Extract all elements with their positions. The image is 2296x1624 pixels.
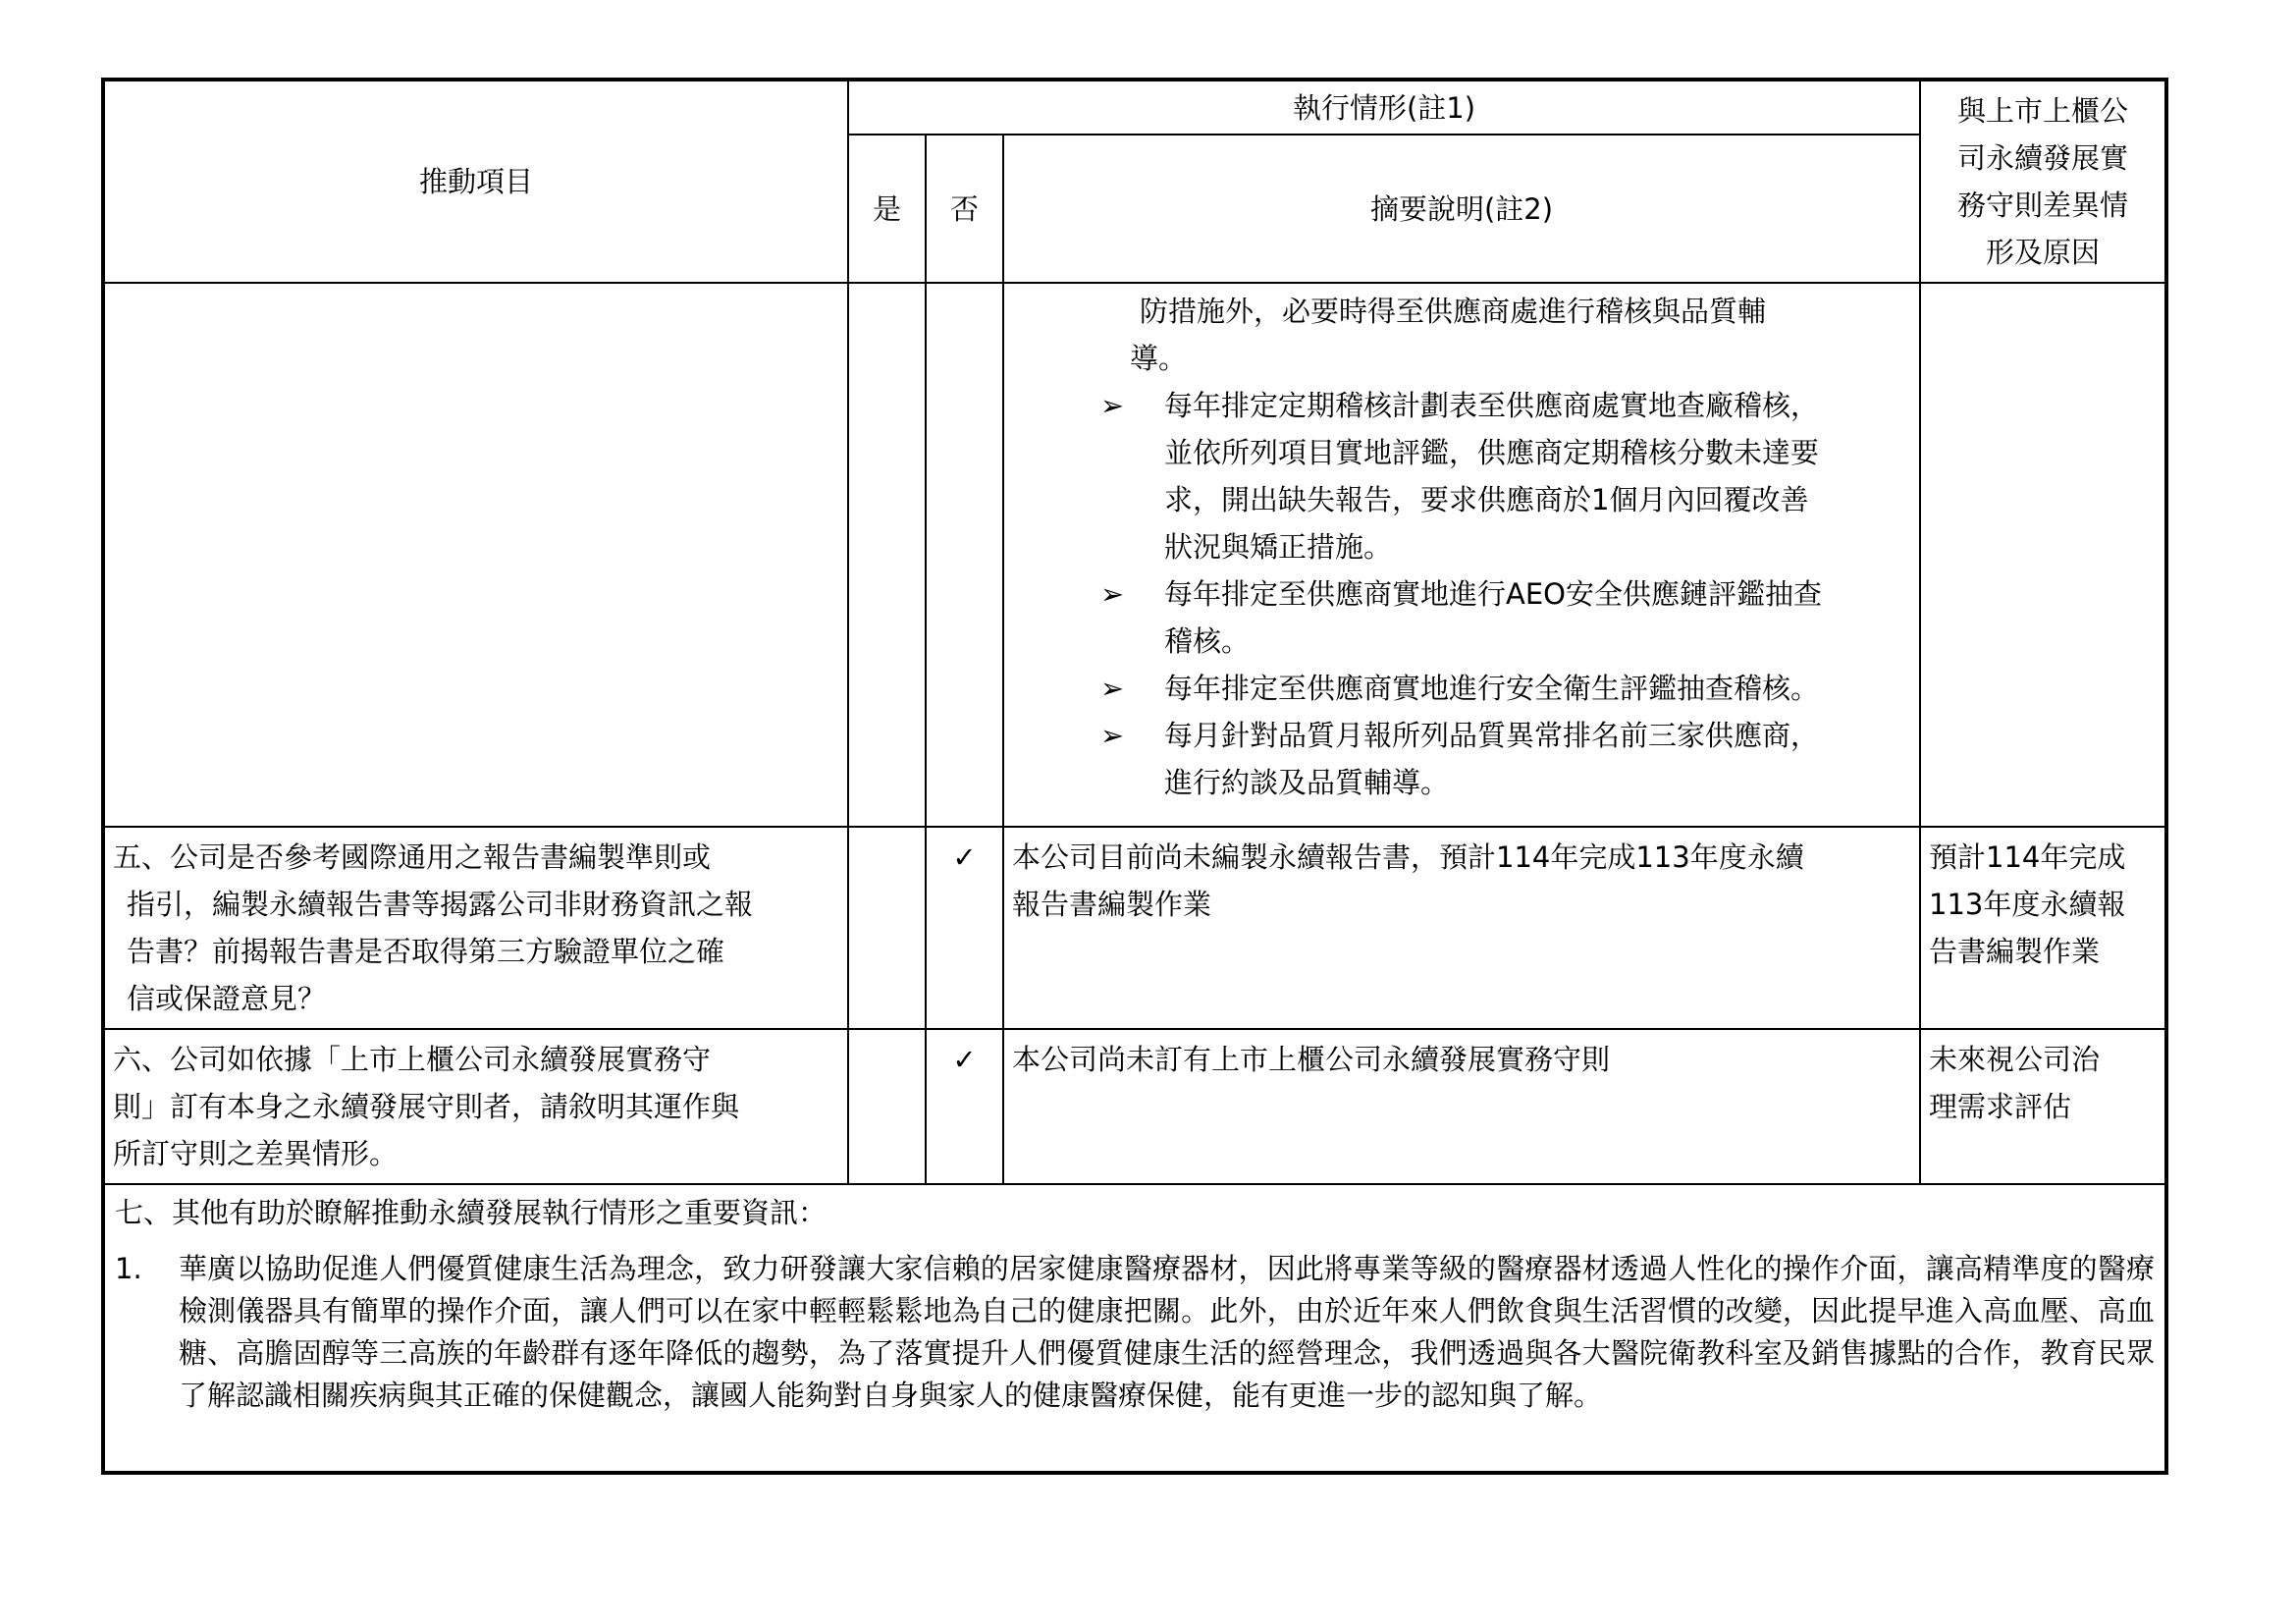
row6-item-line: 所訂守則之差異情形。 — [113, 1137, 399, 1170]
header-item-column — [103, 80, 848, 283]
bullet-line: 每月針對品質月報所列品質異常排名前三家供應商， — [1164, 719, 1820, 752]
arrow-bullet-icon: ➢ — [1099, 719, 1125, 752]
audit-bullet-item — [1012, 382, 1911, 570]
row5-yes-cell — [848, 827, 926, 1029]
row7-paragraph-text: 華廣以協助促進人們優質健康生活為理念，致力研發讓大家信賴的居家健康醫療器材，因此將專業等級的醫療器材透過人性化的操作介面，讓高精準度的醫療檢測儀器具有簡單的操作介面，讓人們可以在家中輕輕鬆鬆地為自己的健康把關。此外，由於近年來人們飲食與生活習慣的改變，因此提早進入高血壓、高血糖、高膽固醇等三高族的年齡群有逐年降低的趨勢，為了落實提升人們優質健康生活的經營理念，我們透過與各大醫院衛教科室及銷售據點的合作，教育民眾了解認識相關疾病與其正確的保健觀念，讓國人能夠對自身與家人的健康醫療保健，能有更進一步的認知與了解。 — [179, 1252, 2155, 1412]
cont-lead-line: 防措施外，必要時得至供應商處進行稽核與品質輔 — [1140, 295, 1767, 328]
row5-item-line: 告書？前揭報告書是否取得第三方驗證單位之確 — [127, 935, 725, 968]
bullet-line: 每年排定至供應商實地進行安全衛生評鑑抽查稽核。 — [1164, 672, 1820, 705]
row6-no-cell — [926, 1029, 1003, 1184]
cont-diff-cell — [1920, 283, 2166, 827]
row5-item-line: 信或保證意見？ — [127, 982, 327, 1015]
audit-bullet-item — [1012, 712, 1911, 806]
row5-diff-line: 告書編製作業 — [1929, 935, 2101, 968]
audit-bullet-item — [1012, 570, 1911, 665]
header-diff-line: 司永續發展實 — [1956, 141, 2128, 175]
header-exec-status — [848, 80, 1920, 135]
header-diff-line: 務守則差異情 — [1956, 189, 2128, 222]
row7-paragraph — [115, 1248, 2155, 1417]
header-diff-line: 與上市上櫃公 — [1956, 94, 2128, 128]
arrow-bullet-icon: ➢ — [1099, 672, 1125, 705]
row5-no-cell — [926, 827, 1003, 1029]
cont-no-cell — [926, 283, 1003, 827]
header-no — [926, 135, 1003, 283]
row6-item-line: 則」訂有本身之永續發展守則者，請敘明其運作與 — [113, 1090, 740, 1123]
row5-diff-line: 預計114年完成 — [1929, 840, 2126, 874]
row6-diff-line: 未來視公司治 — [1929, 1043, 2101, 1076]
row7-number: 1. — [115, 1252, 142, 1285]
row6-summary-cell — [1003, 1029, 1920, 1184]
row6-item-line: 六、公司如依據「上市上櫃公司永續發展實務守 — [113, 1043, 712, 1076]
header-yes — [848, 135, 926, 283]
row5-summary-line: 報告書編製作業 — [1012, 888, 1212, 921]
row5-summary-cell — [1003, 827, 1920, 1029]
row5-diff-cell — [1920, 827, 2166, 1029]
header-difference — [1920, 80, 2166, 283]
header-summary-label: 摘要說明(註2) — [1369, 191, 1554, 226]
bullet-line: 每年排定定期稽核計劃表至供應商處實地查廠稽核， — [1164, 389, 1820, 422]
bullet-line: 進行約談及品質輔導。 — [1164, 766, 1450, 799]
arrow-bullet-icon: ➢ — [1099, 577, 1125, 611]
cont-summary-cell — [1003, 283, 1920, 827]
header-exec-status-label: 執行情形(註1) — [1292, 90, 1476, 125]
header-no-label: 否 — [949, 191, 979, 226]
header-summary — [1003, 135, 1920, 283]
audit-bullet-list — [1012, 382, 1911, 806]
row7-cell — [103, 1184, 2166, 1473]
bullet-line: 並依所列項目實地評鑑，供應商定期稽核分數未達要 — [1164, 436, 1820, 469]
cont-yes-cell — [848, 283, 926, 827]
bullet-line: 稽核。 — [1164, 624, 1251, 658]
row6-diff-cell — [1920, 1029, 2166, 1184]
check-icon: ✓ — [952, 840, 977, 874]
row6-yes-cell — [848, 1029, 926, 1184]
cont-item-cell — [103, 283, 848, 827]
row6-summary-line: 本公司尚未訂有上市上櫃公司永續發展實務守則 — [1012, 1043, 1611, 1076]
row7-title: 七、其他有助於瞭解推動永續發展執行情形之重要資訊： — [115, 1196, 828, 1229]
arrow-bullet-icon: ➢ — [1099, 389, 1125, 422]
audit-bullet-item — [1012, 665, 1911, 712]
sustainability-table — [101, 78, 2168, 1475]
header-item-label: 推動項目 — [418, 165, 533, 198]
bullet-line: 狀況與矯正措施。 — [1164, 530, 1393, 564]
check-icon: ✓ — [952, 1043, 977, 1076]
row5-item-line: 指引，編製永續報告書等揭露公司非財務資訊之報 — [127, 888, 754, 921]
header-diff-line: 形及原因 — [1985, 236, 2100, 269]
row5-item-line: 五、公司是否參考國際通用之報告書編製準則或 — [113, 840, 712, 874]
row5-item-cell — [103, 827, 848, 1029]
row5-diff-line: 113年度永續報 — [1929, 888, 2126, 921]
cont-lead-line: 導。 — [1130, 342, 1188, 375]
row5-summary-line: 本公司目前尚未編製永續報告書，預計114年完成113年度永續 — [1012, 840, 1804, 874]
bullet-line: 求，開出缺失報告，要求供應商於1個月內回覆改善 — [1164, 483, 1809, 516]
header-yes-label: 是 — [872, 191, 901, 226]
row6-diff-line: 理需求評估 — [1929, 1090, 2072, 1123]
row6-item-cell — [103, 1029, 848, 1184]
bullet-line: 每年排定至供應商實地進行AEO安全供應鏈評鑑抽查 — [1164, 577, 1822, 611]
